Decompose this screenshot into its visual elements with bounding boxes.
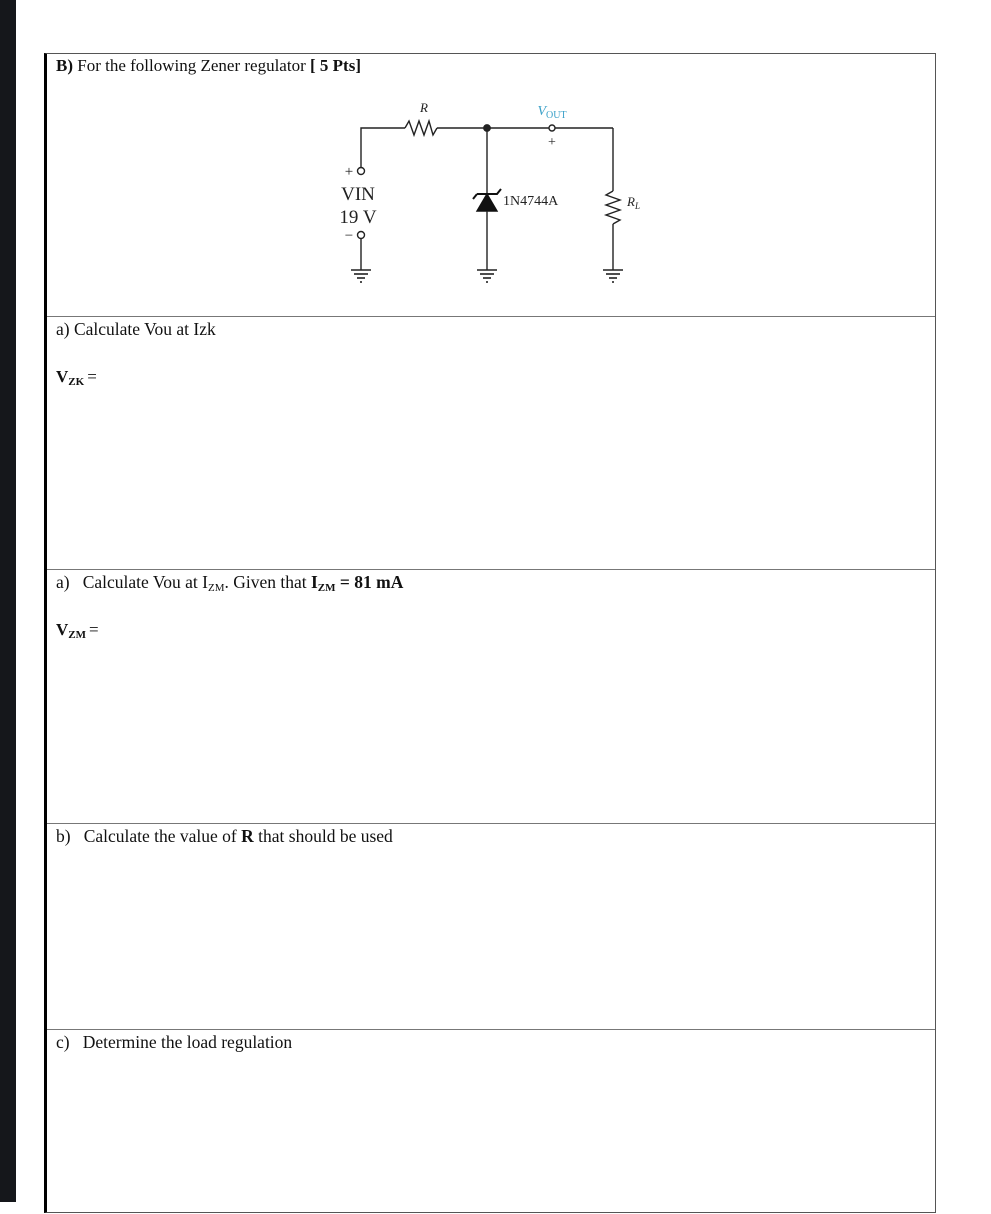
vin-minus-label: − xyxy=(344,228,354,244)
izm-given-value: = 81 mA xyxy=(335,572,404,592)
part-c-text: Determine the load regulation xyxy=(82,1032,293,1052)
part-a2-text-sub: ZM xyxy=(207,582,225,594)
circuit-row xyxy=(47,54,935,316)
vzm-answer-label xyxy=(56,620,99,641)
part-c-row xyxy=(47,1029,935,1214)
load-label-sub: L xyxy=(634,201,640,211)
zener-diode-icon xyxy=(477,194,497,211)
part-a1-prefix: a) xyxy=(56,319,70,339)
part-a1-prompt xyxy=(56,319,216,340)
part-a2-text-mid: . Given that xyxy=(224,572,311,592)
vout-plus: + xyxy=(548,135,556,150)
part-a1-row xyxy=(47,316,935,569)
vzk-sub: ZK xyxy=(68,376,85,388)
ground-icon xyxy=(603,270,623,282)
vzk-equals: = xyxy=(87,367,97,386)
vin-minus-terminal xyxy=(358,232,365,239)
load-resistor-rl xyxy=(606,191,620,224)
izm-given-var: I xyxy=(310,572,318,592)
part-a2-text-pre: Calculate Vou at I xyxy=(82,572,208,592)
part-b-prompt xyxy=(56,826,393,847)
vout-label-sub: OUT xyxy=(546,110,567,121)
vin-value: 19 V xyxy=(339,207,377,228)
part-b-bold-r: R xyxy=(241,826,254,846)
question-letter: B) xyxy=(56,56,73,75)
part-a2-row xyxy=(47,569,935,823)
vout-terminal xyxy=(549,125,555,131)
vzm-sub: ZM xyxy=(68,629,87,641)
part-c-prompt xyxy=(56,1032,292,1053)
vzk-var: V xyxy=(56,367,69,386)
question-points: [ 5 Pts] xyxy=(310,56,361,75)
question-text: For the following Zener regulator xyxy=(77,56,306,75)
vin-plus-terminal xyxy=(358,168,365,175)
load-label-main: R xyxy=(627,194,635,209)
izm-given-sub: ZM xyxy=(317,582,336,594)
part-a1-text: Calculate Vou at Izk xyxy=(73,319,216,339)
zener-part-label: 1N4744A xyxy=(503,194,559,209)
question-table xyxy=(44,53,936,1213)
vzm-var: V xyxy=(56,620,69,639)
zener-circuit-diagram xyxy=(47,54,939,316)
part-a2-prompt xyxy=(56,572,403,594)
ground-icon xyxy=(351,270,371,282)
resistor-r-label: R xyxy=(420,100,428,115)
part-c-prefix: c) xyxy=(56,1032,70,1052)
part-a2-prefix: a) xyxy=(56,572,70,592)
vout-label-main: V xyxy=(537,104,546,119)
part-b-text-post: that should be used xyxy=(253,826,393,846)
ground-icon xyxy=(477,270,497,282)
part-b-text-pre: Calculate the value of xyxy=(83,826,242,846)
resistor-r xyxy=(405,121,437,135)
part-b-prefix: b) xyxy=(56,826,71,846)
left-screen-edge xyxy=(0,0,16,1202)
vout-label xyxy=(537,104,566,121)
vzk-answer-label xyxy=(56,367,97,388)
vin-label: VIN xyxy=(341,184,375,205)
part-b-row xyxy=(47,823,935,1029)
vin-plus-label: + xyxy=(344,164,354,180)
load-resistor-label xyxy=(626,194,640,211)
vzm-equals: = xyxy=(89,620,99,639)
